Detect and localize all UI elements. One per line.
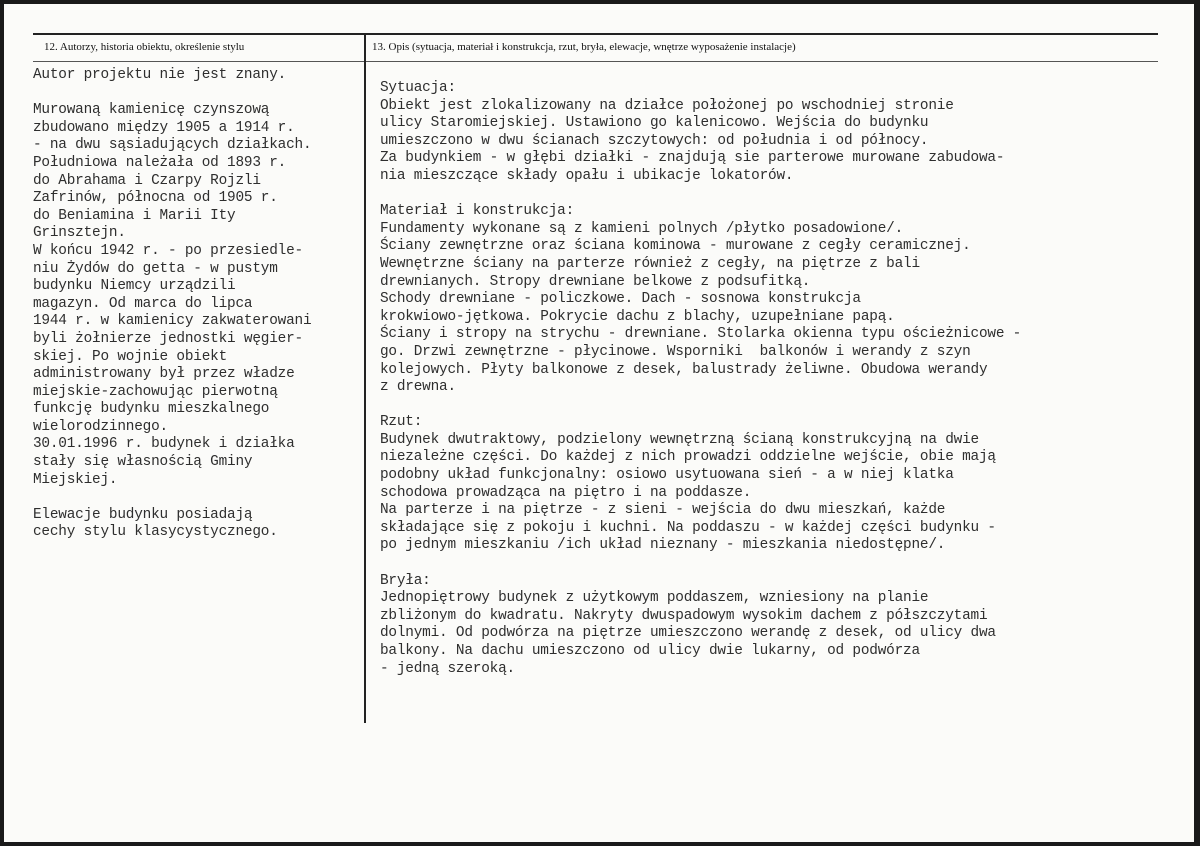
header-underline-right xyxy=(366,61,1158,62)
scan-edge-bottom xyxy=(0,842,1200,846)
text-line: 1944 r. w kamienicy zakwaterowani xyxy=(33,313,312,330)
text-line: wielorodzinnego. xyxy=(33,418,168,435)
text-line: miejskie-zachowując pierwotną xyxy=(33,383,278,400)
scan-edge-left xyxy=(0,0,4,846)
text-line: Ściany i stropy na strychu - drewniane. Stolarka okienna typu ościeżnicowe - xyxy=(380,326,1022,343)
text-line: Sytuacja: xyxy=(380,80,456,96)
text-line: Grinsztejn. xyxy=(33,225,126,242)
text-line: Południowa należała od 1893 r. xyxy=(33,154,287,171)
text-line: Na parterze i na piętrze - z sieni - wejścia do dwu mieszkań, każde xyxy=(380,502,946,519)
description-text xyxy=(380,80,1180,678)
text-line: z drewna. xyxy=(380,379,456,396)
text-line: W końcu 1942 r. - po przesiedle- xyxy=(33,242,303,259)
text-line: magazyn. Od marca do lipca xyxy=(33,295,253,312)
text-line: Wewnętrzne ściany na parterze również z cegły, na piętrze z bali xyxy=(380,255,920,272)
text-line: Zafrinów, północna od 1905 r. xyxy=(33,190,278,207)
scan-edge-right xyxy=(1194,0,1200,846)
text-line: schodowa prowadząca na piętro i na poddasze. xyxy=(380,484,752,501)
text-line xyxy=(380,555,1180,573)
text-line: zbliżonym do kwadratu. Nakryty dwuspadowym wysokim dachem z półszczytami xyxy=(380,607,988,624)
text-line: Bryła: xyxy=(380,572,431,589)
text-line: niu Żydów do getta - w pustym xyxy=(33,260,278,277)
authors-history-text xyxy=(33,67,368,542)
text-line: Obiekt jest zlokalizowany na działce położonej po wschodniej stronie xyxy=(380,97,954,114)
text-line: budynku Niemcy urządzili xyxy=(33,278,236,295)
text-line: Autor projektu nie jest znany. xyxy=(33,67,287,83)
text-line xyxy=(33,489,368,507)
text-line: zbudowano między 1905 a 1914 r. xyxy=(33,119,295,136)
text-line: do Beniamina i Marii Ity xyxy=(33,207,236,224)
text-line: Rzut: xyxy=(380,414,423,431)
text-line: składające się z pokoju i kuchni. Na poddaszu - w każdej części budynku - xyxy=(380,519,996,536)
text-line: Elewacje budynku posiadają xyxy=(33,506,253,523)
text-line: po jednym mieszkaniu /ich układ nieznany - mieszkania niedostępne/. xyxy=(380,537,946,554)
section-13-header: 13. Opis (sytuacja, materiał i konstrukcja, rzut, bryła, elewacje, wnętrze wyposażenie instalacje) xyxy=(372,41,796,53)
text-line: umieszczono w dwu ścianach szczytowych: od południa i od północy. xyxy=(380,132,929,149)
text-line: podobny układ funkcjonalny: osiowo usytuowana sień - a w niej klatka xyxy=(380,467,954,484)
text-line: balkony. Na dachu umieszczono od ulicy dwie lukarny, od podwórza xyxy=(380,643,920,659)
header-underline-left xyxy=(33,61,364,62)
text-line: Materiał i konstrukcja: xyxy=(380,203,575,220)
text-line: Fundamenty wykonane są z kamieni polnych /płytko posadowione/. xyxy=(380,220,904,237)
text-line: 30.01.1996 r. budynek i działka xyxy=(33,436,295,453)
text-line: - jedną szeroką. xyxy=(380,660,515,677)
text-line: nia mieszczące składy opału i ubikacje lokatorów. xyxy=(380,167,794,184)
scan-edge-top xyxy=(0,0,1200,4)
text-line: Za budynkiem - w głębi działki - znajdują sie parterowe murowane zabudowa- xyxy=(380,150,1005,167)
text-line: go. Drzwi zewnętrzne - płycinowe. Wsporniki balkonów i werandy z szyn xyxy=(380,343,971,360)
text-line: Ściany zewnętrzne oraz ściana kominowa - murowane z cegły ceramicznej. xyxy=(380,238,971,255)
text-line: - na dwu sąsiadujących działkach. xyxy=(33,137,312,154)
text-line: administrowany był przez władze xyxy=(33,366,295,383)
text-line: Jednopiętrowy budynek z użytkowym poddaszem, wzniesiony na planie xyxy=(380,590,929,607)
text-line: Murowaną kamienicę czynszową xyxy=(33,102,270,119)
table-top-rule xyxy=(33,33,1158,35)
text-line: Schody drewniane - policzkowe. Dach - sosnowa konstrukcja xyxy=(380,291,861,308)
text-line: Miejskiej. xyxy=(33,471,118,488)
text-line xyxy=(380,397,1180,415)
text-line: drewnianych. Stropy drewniane belkowe z podsufitką. xyxy=(380,273,811,290)
text-line: do Abrahama i Czarpy Rojzli xyxy=(33,172,261,189)
text-line: cechy stylu klasycystycznego. xyxy=(33,524,278,541)
text-line: funkcję budynku mieszkalnego xyxy=(33,401,270,418)
text-line xyxy=(33,85,368,103)
text-line xyxy=(380,186,1180,204)
text-line: niezależne części. Do każdej z nich prowadzi oddzielne wejście, obie mają xyxy=(380,449,996,466)
text-line: ulicy Staromiejskiej. Ustawiono go kalenicowo. Wejścia do budynku xyxy=(380,115,929,132)
text-line: Budynek dwutraktowy, podzielony wewnętrzną ścianą konstrukcyjną na dwie xyxy=(380,431,979,448)
text-line: stały się własnością Gminy xyxy=(33,454,253,471)
text-line: skiej. Po wojnie obiekt xyxy=(33,348,228,365)
text-line: krokwiowo-jętkowa. Pokrycie dachu z blachy, uzupełniane papą. xyxy=(380,308,895,325)
text-line: byli żołnierze jednostki węgier- xyxy=(33,330,303,347)
text-line: kolejowych. Płyty balkonowe z desek, balustrady żeliwne. Obudowa werandy xyxy=(380,361,988,378)
text-line: dolnymi. Od podwórza na piętrze umieszczono werandę z desek, od ulicy dwa xyxy=(380,625,996,642)
section-12-header: 12. Autorzy, historia obiektu, określenie stylu xyxy=(44,41,245,53)
